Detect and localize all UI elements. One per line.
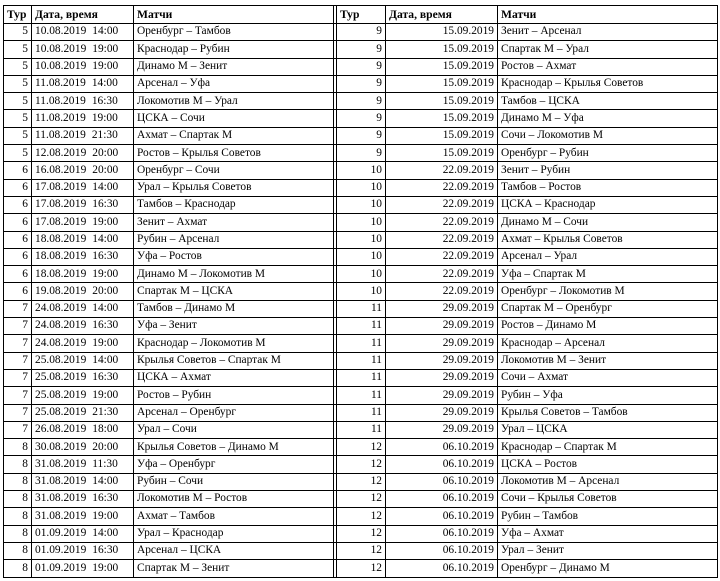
cell-left-date: 31.08.2019 14:00 — [32, 473, 134, 490]
cell-left-tour: 8 — [4, 473, 32, 490]
cell-right-match: Тамбов – Ростов — [498, 179, 718, 196]
cell-right-date: 22.09.2019 — [386, 231, 498, 248]
cell-right-date: 29.09.2019 — [386, 318, 498, 335]
cell-left-date: 01.09.2019 16:30 — [32, 542, 134, 559]
cell-right-match: Уфа – Ахмат — [498, 525, 718, 542]
cell-left-tour: 5 — [4, 41, 32, 58]
cell-left-tour: 5 — [4, 110, 32, 127]
table-row — [4, 127, 718, 144]
table-row — [4, 266, 718, 283]
cell-right-tour: 11 — [337, 369, 386, 386]
table-row — [4, 41, 718, 58]
cell-left-date: 11.08.2019 19:00 — [32, 110, 134, 127]
cell-left-match: ЦСКА – Ахмат — [134, 369, 334, 386]
cell-right-tour: 10 — [337, 179, 386, 196]
cell-left-tour: 7 — [4, 421, 32, 438]
cell-right-match: Сочи – Локомотив М — [498, 127, 718, 144]
cell-left-date: 01.09.2019 14:00 — [32, 525, 134, 542]
cell-left-match: Тамбов – Динамо М — [134, 300, 334, 317]
cell-left-date: 12.08.2019 20:00 — [32, 145, 134, 162]
table-row — [4, 24, 718, 41]
cell-right-match: Краснодар – Спартак М — [498, 439, 718, 456]
table-row — [4, 560, 718, 577]
cell-right-match: Динамо М – Сочи — [498, 214, 718, 231]
cell-right-date: 29.09.2019 — [386, 352, 498, 369]
cell-left-tour: 7 — [4, 318, 32, 335]
cell-left-tour: 5 — [4, 145, 32, 162]
cell-left-tour: 7 — [4, 352, 32, 369]
cell-right-match: Рубин – Уфа — [498, 387, 718, 404]
cell-left-match: Крылья Советов – Динамо М — [134, 439, 334, 456]
cell-right-tour: 11 — [337, 404, 386, 421]
cell-right-tour: 10 — [337, 162, 386, 179]
table-row — [4, 491, 718, 508]
cell-right-date: 22.09.2019 — [386, 248, 498, 265]
cell-left-tour: 6 — [4, 266, 32, 283]
cell-left-date: 17.08.2019 19:00 — [32, 214, 134, 231]
cell-right-match: ЦСКА – Краснодар — [498, 196, 718, 213]
cell-right-tour: 10 — [337, 283, 386, 300]
table-row — [4, 542, 718, 559]
cell-right-match: Тамбов – ЦСКА — [498, 93, 718, 110]
cell-right-date: 15.09.2019 — [386, 110, 498, 127]
cell-left-match: Локомотив М – Урал — [134, 93, 334, 110]
cell-right-tour: 12 — [337, 560, 386, 577]
cell-left-tour: 6 — [4, 248, 32, 265]
table-row — [4, 162, 718, 179]
cell-left-date: 10.08.2019 14:00 — [32, 24, 134, 41]
cell-left-match: Краснодар – Рубин — [134, 41, 334, 58]
cell-right-match: Оренбург – Рубин — [498, 145, 718, 162]
cell-left-match: Динамо М – Локомотив М — [134, 266, 334, 283]
table-row — [4, 231, 718, 248]
cell-right-date: 06.10.2019 — [386, 456, 498, 473]
cell-right-tour: 12 — [337, 491, 386, 508]
table-row — [4, 439, 718, 456]
cell-left-tour: 6 — [4, 196, 32, 213]
cell-left-match: Рубин – Сочи — [134, 473, 334, 490]
table-row — [4, 75, 718, 92]
cell-right-tour: 10 — [337, 214, 386, 231]
cell-right-date: 06.10.2019 — [386, 560, 498, 577]
cell-right-match: Локомотив М – Арсенал — [498, 473, 718, 490]
cell-left-match: Ахмат – Спартак М — [134, 127, 334, 144]
cell-left-tour: 6 — [4, 179, 32, 196]
cell-left-tour: 7 — [4, 404, 32, 421]
cell-left-tour: 6 — [4, 162, 32, 179]
table-header — [4, 6, 718, 24]
cell-right-date: 15.09.2019 — [386, 58, 498, 75]
cell-right-match: Сочи – Крылья Советов — [498, 491, 718, 508]
table-row — [4, 473, 718, 490]
cell-left-date: 26.08.2019 18:00 — [32, 421, 134, 438]
header-left-date: Дата, время — [32, 6, 134, 24]
table-body — [4, 24, 718, 578]
cell-left-tour: 6 — [4, 283, 32, 300]
cell-right-tour: 11 — [337, 387, 386, 404]
cell-left-date: 11.08.2019 14:00 — [32, 75, 134, 92]
cell-left-date: 24.08.2019 19:00 — [32, 335, 134, 352]
cell-right-tour: 9 — [337, 41, 386, 58]
cell-left-tour: 8 — [4, 508, 32, 525]
cell-left-date: 10.08.2019 19:00 — [32, 58, 134, 75]
cell-right-date: 15.09.2019 — [386, 24, 498, 41]
cell-right-match: Динамо М – Уфа — [498, 110, 718, 127]
cell-right-date: 29.09.2019 — [386, 335, 498, 352]
table-row — [4, 525, 718, 542]
table-row — [4, 387, 718, 404]
cell-left-date: 25.08.2019 21:30 — [32, 404, 134, 421]
table-row — [4, 145, 718, 162]
cell-right-date: 15.09.2019 — [386, 145, 498, 162]
cell-left-match: Крылья Советов – Спартак М — [134, 352, 334, 369]
cell-right-date: 29.09.2019 — [386, 300, 498, 317]
cell-left-match: Локомотив М – Ростов — [134, 491, 334, 508]
cell-left-match: Оренбург – Тамбов — [134, 24, 334, 41]
cell-left-date: 01.09.2019 19:00 — [32, 560, 134, 577]
cell-right-match: Рубин – Тамбов — [498, 508, 718, 525]
cell-left-date: 17.08.2019 16:30 — [32, 196, 134, 213]
cell-left-date: 11.08.2019 16:30 — [32, 93, 134, 110]
table-row — [4, 404, 718, 421]
cell-right-tour: 9 — [337, 93, 386, 110]
cell-right-match: ЦСКА – Ростов — [498, 456, 718, 473]
header-right-match: Матчи — [498, 6, 718, 24]
table-row — [4, 352, 718, 369]
table-row — [4, 335, 718, 352]
cell-right-date: 29.09.2019 — [386, 421, 498, 438]
cell-right-tour: 11 — [337, 318, 386, 335]
cell-left-tour: 8 — [4, 560, 32, 577]
fixtures-table — [3, 5, 718, 578]
cell-right-match: Оренбург – Динамо М — [498, 560, 718, 577]
cell-left-tour: 6 — [4, 214, 32, 231]
cell-left-date: 24.08.2019 16:30 — [32, 318, 134, 335]
table-row — [4, 318, 718, 335]
cell-right-date: 15.09.2019 — [386, 127, 498, 144]
cell-left-match: Ростов – Рубин — [134, 387, 334, 404]
header-right-date: Дата, время — [386, 6, 498, 24]
cell-right-tour: 10 — [337, 231, 386, 248]
cell-right-match: Уфа – Спартак М — [498, 266, 718, 283]
cell-left-match: Краснодар – Локомотив М — [134, 335, 334, 352]
cell-left-match: Арсенал – Оренбург — [134, 404, 334, 421]
table-row — [4, 179, 718, 196]
cell-right-match: Спартак М – Оренбург — [498, 300, 718, 317]
cell-right-tour: 9 — [337, 75, 386, 92]
cell-right-date: 06.10.2019 — [386, 473, 498, 490]
cell-left-date: 10.08.2019 19:00 — [32, 41, 134, 58]
cell-right-match: Урал – ЦСКА — [498, 421, 718, 438]
cell-right-tour: 12 — [337, 525, 386, 542]
cell-right-date: 15.09.2019 — [386, 93, 498, 110]
cell-right-date: 22.09.2019 — [386, 214, 498, 231]
cell-left-date: 11.08.2019 21:30 — [32, 127, 134, 144]
cell-left-match: Уфа – Ростов — [134, 248, 334, 265]
table-row — [4, 283, 718, 300]
cell-right-tour: 9 — [337, 110, 386, 127]
cell-left-date: 17.08.2019 14:00 — [32, 179, 134, 196]
cell-left-tour: 5 — [4, 58, 32, 75]
cell-left-match: Ахмат – Тамбов — [134, 508, 334, 525]
cell-right-tour: 11 — [337, 300, 386, 317]
table-row — [4, 110, 718, 127]
cell-left-date: 25.08.2019 14:00 — [32, 352, 134, 369]
cell-right-date: 22.09.2019 — [386, 162, 498, 179]
cell-right-tour: 10 — [337, 196, 386, 213]
cell-left-tour: 7 — [4, 335, 32, 352]
cell-left-match: Урал – Крылья Советов — [134, 179, 334, 196]
cell-left-tour: 5 — [4, 127, 32, 144]
cell-left-tour: 6 — [4, 231, 32, 248]
cell-left-date: 18.08.2019 19:00 — [32, 266, 134, 283]
cell-left-match: Динамо М – Зенит — [134, 58, 334, 75]
cell-left-match: Ростов – Крылья Советов — [134, 145, 334, 162]
table-row — [4, 300, 718, 317]
table-row — [4, 196, 718, 213]
cell-left-match: Рубин – Арсенал — [134, 231, 334, 248]
cell-left-tour: 5 — [4, 75, 32, 92]
cell-right-date: 06.10.2019 — [386, 491, 498, 508]
cell-right-match: Оренбург – Локомотив М — [498, 283, 718, 300]
cell-right-date: 22.09.2019 — [386, 179, 498, 196]
cell-right-match: Зенит – Рубин — [498, 162, 718, 179]
cell-right-match: Краснодар – Арсенал — [498, 335, 718, 352]
header-left-tour: Тур — [4, 6, 32, 24]
cell-right-date: 22.09.2019 — [386, 196, 498, 213]
table-row — [4, 214, 718, 231]
cell-left-tour: 8 — [4, 525, 32, 542]
cell-right-match: Урал – Зенит — [498, 542, 718, 559]
cell-right-tour: 11 — [337, 421, 386, 438]
cell-left-match: Арсенал – Уфа — [134, 75, 334, 92]
cell-left-match: Урал – Краснодар — [134, 525, 334, 542]
cell-right-tour: 12 — [337, 439, 386, 456]
cell-right-date: 06.10.2019 — [386, 542, 498, 559]
cell-right-date: 15.09.2019 — [386, 75, 498, 92]
table-row — [4, 93, 718, 110]
cell-right-tour: 9 — [337, 127, 386, 144]
cell-left-match: Тамбов – Краснодар — [134, 196, 334, 213]
table-row — [4, 248, 718, 265]
table-row — [4, 369, 718, 386]
cell-right-tour: 12 — [337, 542, 386, 559]
cell-right-match: Арсенал – Урал — [498, 248, 718, 265]
cell-left-date: 25.08.2019 19:00 — [32, 387, 134, 404]
cell-left-date: 31.08.2019 11:30 — [32, 456, 134, 473]
cell-left-date: 25.08.2019 16:30 — [32, 369, 134, 386]
cell-left-date: 30.08.2019 20:00 — [32, 439, 134, 456]
cell-right-match: Ахмат – Крылья Советов — [498, 231, 718, 248]
header-left-match: Матчи — [134, 6, 334, 24]
cell-right-tour: 12 — [337, 456, 386, 473]
cell-right-date: 15.09.2019 — [386, 41, 498, 58]
cell-left-tour: 8 — [4, 491, 32, 508]
cell-left-match: Уфа – Оренбург — [134, 456, 334, 473]
cell-left-tour: 8 — [4, 439, 32, 456]
table-row — [4, 508, 718, 525]
cell-right-match: Спартак М – Урал — [498, 41, 718, 58]
cell-left-date: 19.08.2019 20:00 — [32, 283, 134, 300]
cell-right-match: Зенит – Арсенал — [498, 24, 718, 41]
cell-right-tour: 10 — [337, 248, 386, 265]
cell-right-tour: 10 — [337, 266, 386, 283]
cell-right-tour: 11 — [337, 352, 386, 369]
cell-left-tour: 5 — [4, 24, 32, 41]
cell-left-match: Зенит – Ахмат — [134, 214, 334, 231]
table-row — [4, 456, 718, 473]
cell-left-match: Урал – Сочи — [134, 421, 334, 438]
cell-left-tour: 7 — [4, 300, 32, 317]
cell-left-date: 24.08.2019 14:00 — [32, 300, 134, 317]
cell-right-date: 06.10.2019 — [386, 525, 498, 542]
cell-right-tour: 9 — [337, 24, 386, 41]
header-row — [4, 6, 718, 24]
header-right-tour: Тур — [337, 6, 386, 24]
cell-left-date: 18.08.2019 16:30 — [32, 248, 134, 265]
cell-right-tour: 9 — [337, 58, 386, 75]
cell-left-tour: 7 — [4, 369, 32, 386]
cell-left-match: Арсенал – ЦСКА — [134, 542, 334, 559]
cell-right-match: Сочи – Ахмат — [498, 369, 718, 386]
cell-right-match: Ростов – Ахмат — [498, 58, 718, 75]
cell-left-date: 31.08.2019 16:30 — [32, 491, 134, 508]
cell-left-match: Спартак М – ЦСКА — [134, 283, 334, 300]
cell-left-tour: 7 — [4, 387, 32, 404]
cell-right-match: Крылья Советов – Тамбов — [498, 404, 718, 421]
cell-right-match: Ростов – Динамо М — [498, 318, 718, 335]
cell-right-date: 29.09.2019 — [386, 404, 498, 421]
cell-left-match: Уфа – Зенит — [134, 318, 334, 335]
cell-right-date: 22.09.2019 — [386, 283, 498, 300]
cell-right-date: 06.10.2019 — [386, 439, 498, 456]
cell-right-tour: 11 — [337, 335, 386, 352]
cell-left-tour: 8 — [4, 542, 32, 559]
cell-left-tour: 5 — [4, 93, 32, 110]
cell-left-match: Оренбург – Сочи — [134, 162, 334, 179]
cell-left-date: 31.08.2019 19:00 — [32, 508, 134, 525]
cell-left-date: 18.08.2019 14:00 — [32, 231, 134, 248]
cell-right-date: 29.09.2019 — [386, 387, 498, 404]
cell-right-tour: 12 — [337, 508, 386, 525]
cell-left-tour: 8 — [4, 456, 32, 473]
cell-left-match: ЦСКА – Сочи — [134, 110, 334, 127]
cell-right-date: 29.09.2019 — [386, 369, 498, 386]
cell-right-match: Локомотив М – Зенит — [498, 352, 718, 369]
cell-left-match: Спартак М – Зенит — [134, 560, 334, 577]
cell-right-date: 06.10.2019 — [386, 508, 498, 525]
table-row — [4, 58, 718, 75]
cell-right-date: 22.09.2019 — [386, 266, 498, 283]
cell-right-match: Краснодар – Крылья Советов — [498, 75, 718, 92]
cell-right-tour: 12 — [337, 473, 386, 490]
cell-left-date: 16.08.2019 20:00 — [32, 162, 134, 179]
cell-right-tour: 9 — [337, 145, 386, 162]
table-row — [4, 421, 718, 438]
